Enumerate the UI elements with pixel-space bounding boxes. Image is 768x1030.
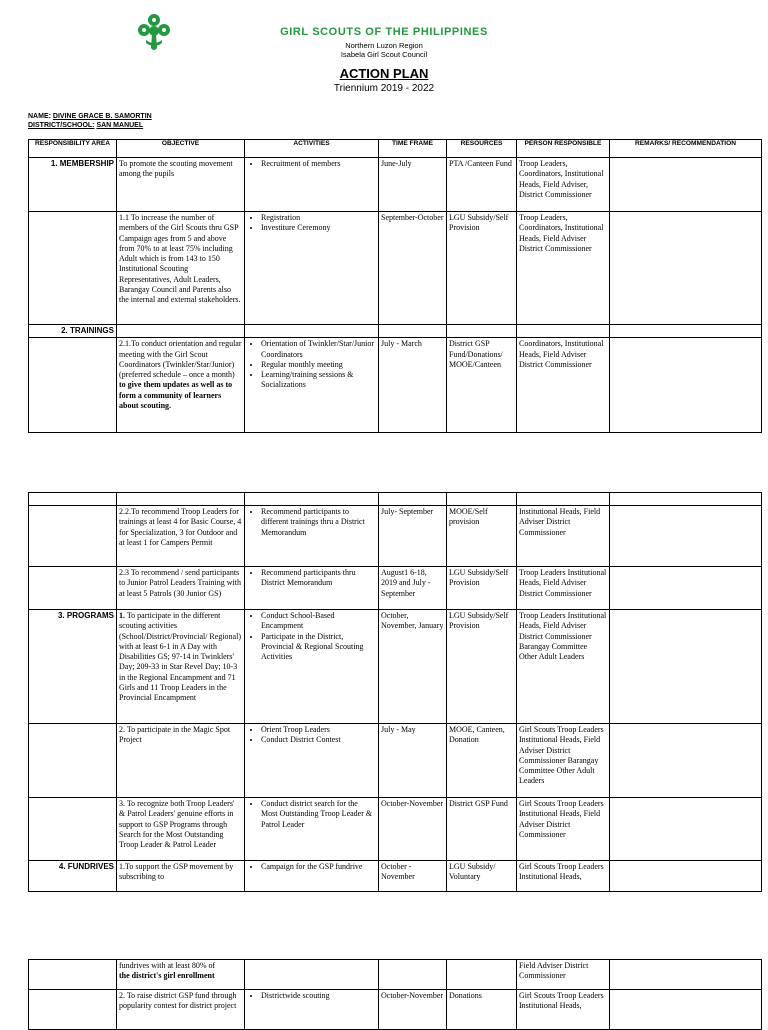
area-cell: 1. MEMBERSHIP — [29, 158, 117, 212]
area-cell — [29, 724, 117, 798]
timeframe-cell — [379, 960, 447, 990]
timeframe-cell: October, November, January — [379, 610, 447, 724]
resources-cell: LGU Subsidy/ Voluntary — [447, 861, 517, 892]
objective-cell: To promote the scouting movement among the pupils — [117, 158, 245, 212]
timeframe-cell: October-November — [379, 990, 447, 1030]
area-cell — [29, 798, 117, 861]
activities-cell — [245, 610, 379, 724]
objective-cell: 2.3 To recommend / send participants to Junior Patrol Leaders Training with at least 5 Patrols (30 Junior GS) — [117, 567, 245, 610]
area-cell: 2. TRAININGS — [29, 325, 117, 338]
objective-cell — [117, 960, 245, 990]
persons-cell: Girl Scouts Troop Leaders Institutional Heads, — [517, 990, 610, 1030]
name-label: NAME: — [28, 113, 51, 120]
area-cell — [29, 567, 117, 610]
column-header: RESPONSIBILITY AREA — [29, 140, 117, 158]
activity-item: • Conduct district search for the Most Outstanding Troop Leader & Patrol Leader — [261, 799, 376, 830]
persons-cell: Girl Scouts Troop Leaders Institutional Heads, — [517, 861, 610, 892]
timeframe-cell: October-November — [379, 798, 447, 861]
table-row — [29, 610, 762, 724]
activity-item: • Learning/training sessions & Socializations — [261, 370, 376, 391]
persons-cell: Troop Leaders Institutional Heads, Field Adviser District Commissioner — [517, 567, 610, 610]
table-row — [29, 212, 762, 325]
activities-cell — [245, 158, 379, 212]
timeframe-cell — [379, 325, 447, 338]
activity-item: • Conduct District Contest — [261, 735, 376, 745]
table-row — [29, 338, 762, 433]
remarks-cell — [610, 338, 762, 433]
activities-cell — [245, 960, 379, 990]
activities-cell — [245, 506, 379, 567]
persons-cell: Coordinators, Institutional Heads, Field Adviser District Commissioner — [517, 338, 610, 433]
objective-cell — [117, 338, 245, 433]
objective-cell: 2. To participate in the Magic Spot Project — [117, 724, 245, 798]
column-header: PERSON RESPONSIBLE — [517, 140, 610, 158]
activities-cell — [245, 325, 379, 338]
persons-cell — [517, 325, 610, 338]
column-header: ACTIVITIES — [245, 140, 379, 158]
objective-cell: 1.To support the GSP movement by subscribing to — [117, 861, 245, 892]
activity-item: • Recommend participants thru District Memorandum — [261, 568, 376, 589]
resources-cell — [447, 960, 517, 990]
resources-cell: District GSP Fund/Donations/ MOOE/Canteen — [447, 338, 517, 433]
remarks-cell — [610, 158, 762, 212]
activity-item: • Conduct School-Based Encampment — [261, 611, 376, 632]
column-header: REMARKS/ RECOMMENDATION — [610, 140, 762, 158]
table-row — [29, 158, 762, 212]
objective-bold-text: the district's girl enrollment — [119, 971, 215, 981]
persons-cell: Girl Scouts Troop Leaders Institutional Heads, Field Adviser District Commissioner — [517, 798, 610, 861]
district-line — [28, 122, 143, 129]
area-cell — [29, 506, 117, 567]
column-header: OBJECTIVE — [117, 140, 245, 158]
remarks-cell — [610, 610, 762, 724]
objective-text: 2.1.To conduct orientation and regular meeting with the Girl Scout Coordinators (Twinkler/Star/Junior)(preferred schedule – once a month) — [119, 339, 242, 380]
table-header-row — [29, 140, 762, 158]
persons-cell: Girl Scouts Troop Leaders Institutional Heads, Field Adviser District Commissioner Barangay Committee Other Adult Leaders — [517, 724, 610, 798]
action-plan-table-page2 — [28, 492, 762, 892]
table-row — [29, 506, 762, 567]
district-value: SAN MANUEL — [96, 122, 144, 129]
resources-cell: Donations — [447, 990, 517, 1030]
resources-cell: LGU Subsidy/Self Provision — [447, 212, 517, 325]
area-cell — [29, 212, 117, 325]
activities-cell — [245, 338, 379, 433]
remarks-cell — [610, 212, 762, 325]
remarks-cell — [610, 724, 762, 798]
area-cell — [29, 960, 117, 990]
timeframe-cell: July - March — [379, 338, 447, 433]
column-header: RESOURCES — [447, 140, 517, 158]
timeframe-cell: October - November — [379, 861, 447, 892]
objective-cell — [117, 325, 245, 338]
area-cell: 3. PROGRAMS — [29, 610, 117, 724]
region-name: Northern Luzon Region — [345, 41, 423, 50]
objective-bold-text: to give them updates as well as to form a community of learners about scouting. — [119, 380, 233, 411]
activity-item: • Orient Troop Leaders — [261, 725, 376, 735]
table-row — [29, 567, 762, 610]
remarks-cell — [610, 567, 762, 610]
objective-text: To participate in the different scouting activities (School/District/Provincial/ Regional) with at least 6-1 in A Day with Disabilities GS; 97-14 in Twinklers' Day; 209-33 in Star Revel Day; 10-3 in the Regional Encampment and 71 Girls and 11 Troop Leaders in the Provincial Encampment — [119, 611, 241, 703]
area-cell — [29, 338, 117, 433]
resources-cell: LGU Subsidy/Self Provision — [447, 610, 517, 724]
remarks-cell — [610, 325, 762, 338]
activity-item: • Recommend participants to different trainings thru a District Memorandum — [261, 507, 376, 538]
timeframe-cell: September-October — [379, 212, 447, 325]
objective-text: fundrives with at least 80% of — [119, 961, 216, 970]
resources-cell: LGU Subsidy/Self Provision — [447, 567, 517, 610]
table-row — [29, 798, 762, 861]
remarks-cell — [610, 506, 762, 567]
persons-cell: Troop Leaders Institutional Heads, Field Adviser District Commissioner Barangay Committee Other Adult Leaders — [517, 610, 610, 724]
area-cell: 4. FUNDRIVES — [29, 861, 117, 892]
page-title: ACTION PLAN — [339, 66, 429, 81]
org-name: GIRL SCOUTS OF THE PHILIPPINES — [280, 26, 488, 38]
resources-cell: MOOE, Canteen, Donation — [447, 724, 517, 798]
remarks-cell — [610, 960, 762, 990]
activity-item: • Investiture Ceremony — [261, 223, 376, 233]
resources-cell: District GSP Fund — [447, 798, 517, 861]
table-row — [29, 960, 762, 990]
activities-cell — [245, 798, 379, 861]
activities-cell — [245, 212, 379, 325]
resources-cell: MOOE/Self provision — [447, 506, 517, 567]
objective-cell: 2.2.To recommend Troop Leaders for trainings at least 4 for Basic Course, 4 for Specialization, 3 for Outdoor and at least 1 for Campers Permit — [117, 506, 245, 567]
table-row — [29, 724, 762, 798]
triennium: Triennium 2019 - 2022 — [333, 83, 435, 94]
activity-item: • Regular monthly meeting — [261, 360, 376, 370]
timeframe-cell: July - May — [379, 724, 447, 798]
persons-cell: Field Adviser District Commissioner — [517, 960, 610, 990]
activities-cell — [245, 567, 379, 610]
activities-cell — [245, 724, 379, 798]
table-header-row-empty — [29, 493, 762, 506]
persons-cell: Troop Leaders, Coordinators, Institutional Heads, Field Adviser, District Commissioner — [517, 158, 610, 212]
objective-cell: 3. To recognize both Troop Leaders' & Patrol Leaders' genuine efforts in support to GSP Programs through Search for the Most Outstanding Troop Leader & Patrol Leader — [117, 798, 245, 861]
resources-cell — [447, 325, 517, 338]
action-plan-table-page1 — [28, 139, 762, 433]
remarks-cell — [610, 798, 762, 861]
persons-cell: Troop Leaders, Coordinators, Institutional Heads, Field Adviser District Commissioner — [517, 212, 610, 325]
timeframe-cell: August1 6-18, 2019 and July - September — [379, 567, 447, 610]
activity-item: • Participate in the District, Provincial & Regional Scouting Activities — [261, 632, 376, 663]
district-label: DISTRICT/SCHOOL: — [28, 122, 95, 129]
council-name: Isabela Girl Scout Council — [340, 50, 428, 59]
activity-item: • Orientation of Twinkler/Star/Junior Coordinators — [261, 339, 376, 360]
objective-cell: 2. To raise district GSP fund through popularity contest for district project — [117, 990, 245, 1030]
objective-cell — [117, 610, 245, 724]
resources-cell: PTA /Canteen Fund — [447, 158, 517, 212]
action-plan-table-page3 — [28, 959, 762, 1030]
remarks-cell — [610, 861, 762, 892]
name-value: DIVINE GRACE B. SAMORTIN — [52, 113, 152, 120]
column-header: TIME FRAME — [379, 140, 447, 158]
table-row — [29, 325, 762, 338]
timeframe-cell: July- September — [379, 506, 447, 567]
name-line — [28, 113, 152, 120]
table-row — [29, 861, 762, 892]
persons-cell: Institutional Heads, Field Adviser District Commissioner — [517, 506, 610, 567]
activity-item: • Recruitment of members — [261, 159, 376, 169]
activity-item: • Campaign for the GSP fundrive — [261, 862, 376, 872]
activity-item: • Districtwide scouting — [261, 991, 376, 1001]
objective-number: 1. — [119, 611, 125, 620]
activity-item: • Registration — [261, 213, 376, 223]
activities-cell — [245, 861, 379, 892]
objective-cell: 1.1 To increase the number of members of the Girl Scouts thru GSP Campaign ages from 5 and above from 70% to at least 75% including Adult which is from 143 to 150 Institutional Scouting Representatives, Adult Leaders, Barangay Council and Parents also the internal and external stakeholders. — [117, 212, 245, 325]
timeframe-cell: June-July — [379, 158, 447, 212]
